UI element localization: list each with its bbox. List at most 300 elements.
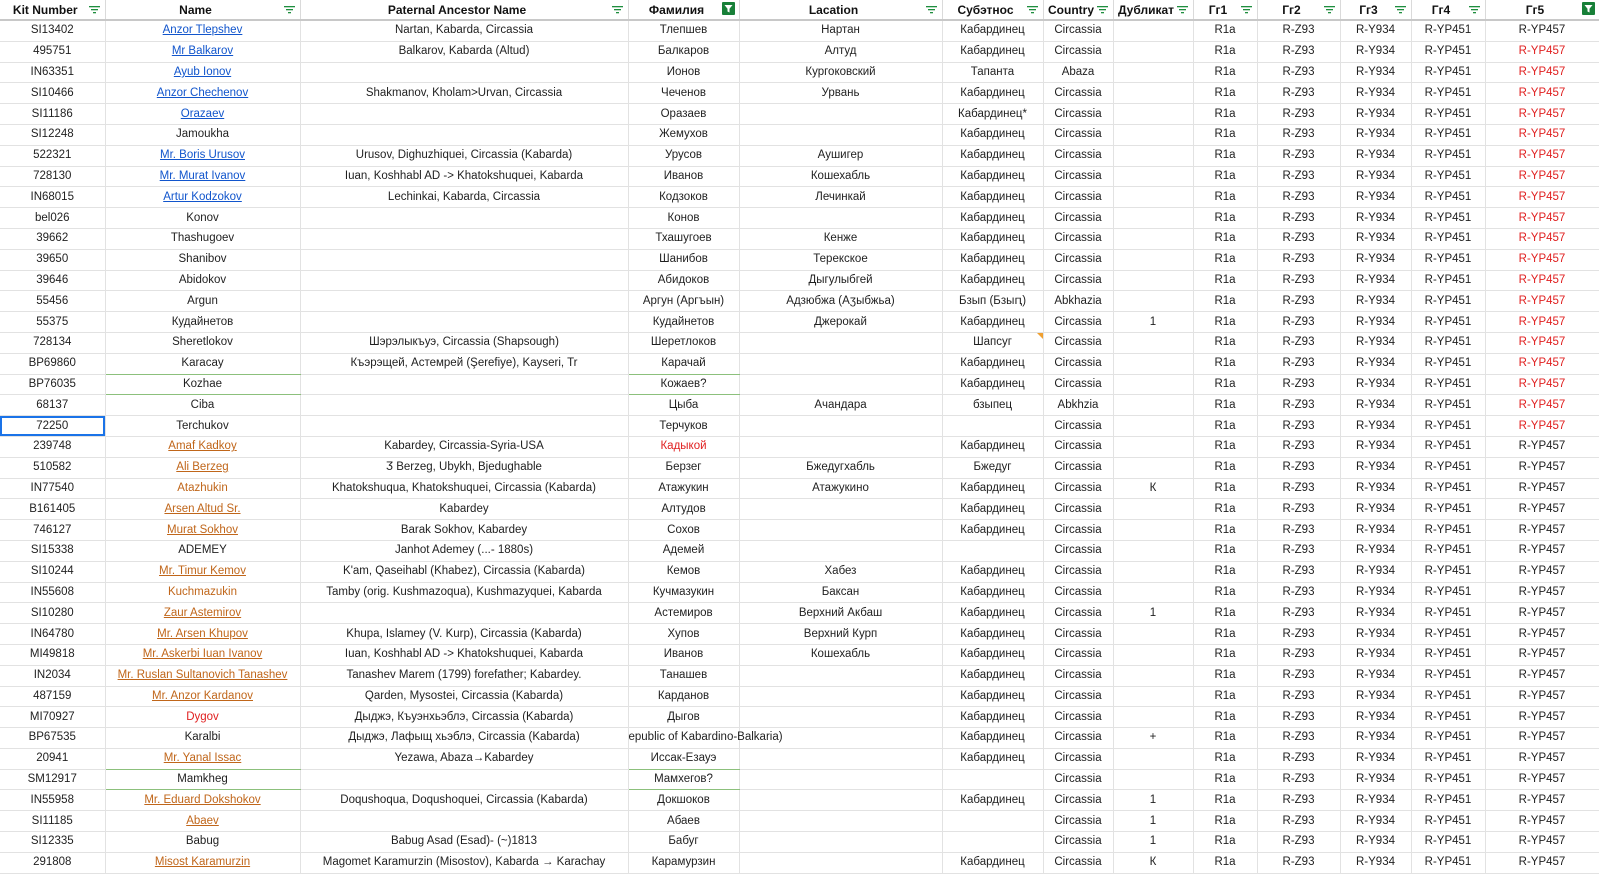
cell-g4[interactable] [1411,291,1485,312]
cell-dup[interactable] [1113,374,1193,395]
cell-name[interactable] [105,644,300,665]
cell-dup[interactable] [1113,104,1193,125]
cell-sub[interactable] [942,665,1043,686]
cell-fam[interactable] [628,540,739,561]
cell-g1[interactable] [1193,832,1257,853]
cell-sub[interactable] [942,62,1043,83]
cell-g1[interactable] [1193,353,1257,374]
cell-anc[interactable] [300,41,628,62]
cell-kit[interactable] [0,707,105,728]
cell-g5[interactable] [1485,249,1599,270]
cell-dup[interactable] [1113,124,1193,145]
cell-g4[interactable] [1411,41,1485,62]
cell-g5[interactable] [1485,644,1599,665]
cell-g4[interactable] [1411,104,1485,125]
cell-anc[interactable] [300,291,628,312]
cell-g1[interactable] [1193,499,1257,520]
cell-anc[interactable] [300,374,628,395]
cell-name[interactable] [105,561,300,582]
cell-country[interactable] [1043,208,1113,229]
cell-g4[interactable] [1411,166,1485,187]
cell-loc[interactable] [739,104,942,125]
cell-name[interactable] [105,790,300,811]
cell-g5[interactable] [1485,478,1599,499]
cell-g3[interactable] [1340,832,1411,853]
column-header-dup[interactable] [1113,0,1193,20]
cell-country[interactable] [1043,83,1113,104]
cell-g4[interactable] [1411,603,1485,624]
cell-loc[interactable] [739,790,942,811]
cell-g5[interactable] [1485,208,1599,229]
cell-g3[interactable] [1340,478,1411,499]
cell-g4[interactable] [1411,249,1485,270]
cell-g4[interactable] [1411,83,1485,104]
cell-loc[interactable] [739,436,942,457]
cell-g4[interactable] [1411,728,1485,749]
cell-g4[interactable] [1411,436,1485,457]
cell-loc[interactable] [739,686,942,707]
filter-icon[interactable] [1176,4,1189,15]
cell-g5[interactable] [1485,374,1599,395]
cell-loc[interactable] [739,478,942,499]
cell-dup[interactable] [1113,62,1193,83]
cell-g5[interactable] [1485,395,1599,416]
column-header-anc[interactable] [300,0,628,20]
cell-loc[interactable] [739,187,942,208]
cell-anc[interactable] [300,811,628,832]
cell-anc[interactable] [300,707,628,728]
cell-g5[interactable] [1485,457,1599,478]
filter-icon[interactable] [1323,4,1336,15]
cell-dup[interactable] [1113,353,1193,374]
cell-anc[interactable] [300,520,628,541]
cell-dup[interactable] [1113,436,1193,457]
cell-loc[interactable] [739,582,942,603]
cell-loc[interactable] [739,145,942,166]
cell-country[interactable] [1043,748,1113,769]
cell-name[interactable] [105,582,300,603]
cell-kit[interactable] [0,728,105,749]
cell-g1[interactable] [1193,582,1257,603]
cell-g1[interactable] [1193,20,1257,41]
cell-g5[interactable] [1485,852,1599,873]
cell-g1[interactable] [1193,41,1257,62]
cell-g3[interactable] [1340,811,1411,832]
cell-g2[interactable] [1257,436,1340,457]
cell-kit[interactable] [0,832,105,853]
cell-g5[interactable] [1485,603,1599,624]
cell-dup[interactable] [1113,707,1193,728]
cell-kit[interactable] [0,624,105,645]
cell-g3[interactable] [1340,187,1411,208]
cell-g3[interactable] [1340,790,1411,811]
cell-kit[interactable] [0,686,105,707]
cell-g2[interactable] [1257,62,1340,83]
cell-dup[interactable] [1113,395,1193,416]
cell-g1[interactable] [1193,228,1257,249]
cell-g3[interactable] [1340,499,1411,520]
cell-dup[interactable] [1113,582,1193,603]
cell-kit[interactable] [0,561,105,582]
cell-anc[interactable] [300,208,628,229]
cell-name[interactable] [105,249,300,270]
cell-anc[interactable] [300,249,628,270]
cell-country[interactable] [1043,686,1113,707]
cell-g5[interactable] [1485,124,1599,145]
cell-g1[interactable] [1193,83,1257,104]
cell-fam[interactable] [628,686,739,707]
cell-loc[interactable] [739,665,942,686]
cell-fam[interactable] [628,478,739,499]
cell-g2[interactable] [1257,644,1340,665]
cell-loc[interactable] [739,416,942,437]
cell-name[interactable] [105,83,300,104]
filter-icon[interactable] [88,4,101,15]
cell-loc[interactable] [739,520,942,541]
cell-name[interactable] [105,166,300,187]
cell-country[interactable] [1043,270,1113,291]
cell-g2[interactable] [1257,686,1340,707]
cell-fam[interactable] [628,644,739,665]
cell-sub[interactable] [942,166,1043,187]
cell-g4[interactable] [1411,416,1485,437]
cell-g1[interactable] [1193,457,1257,478]
cell-g1[interactable] [1193,624,1257,645]
cell-country[interactable] [1043,104,1113,125]
cell-fam[interactable] [628,436,739,457]
cell-country[interactable] [1043,312,1113,333]
cell-g3[interactable] [1340,457,1411,478]
cell-g1[interactable] [1193,748,1257,769]
cell-kit[interactable] [0,769,105,790]
cell-kit[interactable] [0,603,105,624]
cell-g4[interactable] [1411,852,1485,873]
cell-g3[interactable] [1340,561,1411,582]
cell-kit[interactable] [0,457,105,478]
cell-g5[interactable] [1485,416,1599,437]
cell-kit[interactable] [0,83,105,104]
cell-g4[interactable] [1411,665,1485,686]
cell-fam[interactable] [628,707,739,728]
cell-g4[interactable] [1411,20,1485,41]
cell-sub[interactable] [942,811,1043,832]
cell-country[interactable] [1043,249,1113,270]
cell-loc[interactable] [739,41,942,62]
cell-dup[interactable] [1113,728,1193,749]
cell-g1[interactable] [1193,603,1257,624]
cell-kit[interactable] [0,20,105,41]
cell-dup[interactable] [1113,644,1193,665]
cell-name[interactable] [105,228,300,249]
cell-kit[interactable] [0,104,105,125]
cell-fam[interactable] [628,790,739,811]
cell-g1[interactable] [1193,104,1257,125]
cell-fam[interactable] [628,41,739,62]
cell-kit[interactable] [0,811,105,832]
cell-g5[interactable] [1485,561,1599,582]
cell-g2[interactable] [1257,520,1340,541]
cell-dup[interactable] [1113,228,1193,249]
cell-g3[interactable] [1340,728,1411,749]
cell-sub[interactable] [942,124,1043,145]
cell-g5[interactable] [1485,187,1599,208]
cell-dup[interactable] [1113,270,1193,291]
cell-loc[interactable] [739,270,942,291]
cell-dup[interactable] [1113,145,1193,166]
cell-g5[interactable] [1485,312,1599,333]
cell-country[interactable] [1043,852,1113,873]
cell-kit[interactable] [0,228,105,249]
cell-fam[interactable] [628,104,739,125]
cell-g1[interactable] [1193,145,1257,166]
cell-g3[interactable] [1340,83,1411,104]
cell-anc[interactable] [300,20,628,41]
cell-g5[interactable] [1485,832,1599,853]
cell-dup[interactable] [1113,83,1193,104]
cell-anc[interactable] [300,561,628,582]
cell-loc[interactable] [739,249,942,270]
cell-dup[interactable] [1113,769,1193,790]
cell-g2[interactable] [1257,665,1340,686]
cell-fam[interactable] [628,20,739,41]
cell-g3[interactable] [1340,104,1411,125]
cell-loc[interactable] [739,395,942,416]
column-header-country[interactable] [1043,0,1113,20]
cell-fam[interactable] [628,166,739,187]
cell-sub[interactable] [942,707,1043,728]
column-header-g2[interactable] [1257,0,1340,20]
cell-fam[interactable] [628,769,739,790]
filter-icon[interactable] [283,4,296,15]
cell-kit[interactable] [0,187,105,208]
cell-loc[interactable] [739,644,942,665]
cell-kit[interactable] [0,520,105,541]
cell-g2[interactable] [1257,811,1340,832]
cell-g1[interactable] [1193,187,1257,208]
cell-sub[interactable] [942,790,1043,811]
cell-g2[interactable] [1257,83,1340,104]
cell-name[interactable] [105,20,300,41]
cell-g2[interactable] [1257,291,1340,312]
cell-name[interactable] [105,353,300,374]
cell-g2[interactable] [1257,395,1340,416]
cell-fam[interactable] [628,748,739,769]
cell-anc[interactable] [300,582,628,603]
cell-g2[interactable] [1257,561,1340,582]
cell-g4[interactable] [1411,187,1485,208]
cell-country[interactable] [1043,811,1113,832]
cell-sub[interactable] [942,374,1043,395]
cell-loc[interactable] [739,852,942,873]
cell-dup[interactable] [1113,457,1193,478]
cell-name[interactable] [105,62,300,83]
cell-anc[interactable] [300,624,628,645]
cell-country[interactable] [1043,436,1113,457]
cell-g2[interactable] [1257,374,1340,395]
cell-g1[interactable] [1193,686,1257,707]
cell-dup[interactable] [1113,790,1193,811]
cell-g1[interactable] [1193,769,1257,790]
cell-dup[interactable] [1113,520,1193,541]
cell-g2[interactable] [1257,499,1340,520]
cell-fam[interactable] [628,291,739,312]
cell-sub[interactable] [942,561,1043,582]
cell-g5[interactable] [1485,540,1599,561]
cell-fam[interactable] [628,457,739,478]
cell-g5[interactable] [1485,145,1599,166]
cell-name[interactable] [105,124,300,145]
cell-g4[interactable] [1411,478,1485,499]
cell-g2[interactable] [1257,145,1340,166]
column-header-fam[interactable] [628,0,739,20]
cell-kit[interactable] [0,644,105,665]
cell-g5[interactable] [1485,83,1599,104]
cell-dup[interactable] [1113,665,1193,686]
cell-g3[interactable] [1340,353,1411,374]
cell-sub[interactable] [942,728,1043,749]
cell-g5[interactable] [1485,353,1599,374]
cell-name[interactable] [105,436,300,457]
cell-sub[interactable] [942,540,1043,561]
cell-kit[interactable] [0,312,105,333]
cell-country[interactable] [1043,790,1113,811]
cell-g5[interactable] [1485,624,1599,645]
cell-g2[interactable] [1257,728,1340,749]
cell-g4[interactable] [1411,208,1485,229]
cell-loc[interactable] [739,208,942,229]
cell-g2[interactable] [1257,249,1340,270]
cell-g5[interactable] [1485,686,1599,707]
column-header-loc[interactable] [739,0,942,20]
cell-name[interactable] [105,665,300,686]
cell-loc[interactable] [739,62,942,83]
cell-sub[interactable] [942,41,1043,62]
cell-g2[interactable] [1257,852,1340,873]
cell-g4[interactable] [1411,457,1485,478]
cell-g3[interactable] [1340,748,1411,769]
cell-country[interactable] [1043,41,1113,62]
cell-sub[interactable] [942,104,1043,125]
cell-g3[interactable] [1340,62,1411,83]
cell-g3[interactable] [1340,41,1411,62]
cell-g3[interactable] [1340,20,1411,41]
cell-g1[interactable] [1193,707,1257,728]
cell-g3[interactable] [1340,166,1411,187]
cell-fam[interactable] [628,603,739,624]
cell-g4[interactable] [1411,499,1485,520]
cell-fam[interactable] [628,832,739,853]
cell-kit[interactable] [0,124,105,145]
cell-fam[interactable] [628,582,739,603]
cell-g4[interactable] [1411,790,1485,811]
cell-g2[interactable] [1257,124,1340,145]
cell-g3[interactable] [1340,852,1411,873]
cell-name[interactable] [105,187,300,208]
cell-sub[interactable] [942,20,1043,41]
cell-g2[interactable] [1257,416,1340,437]
cell-sub[interactable] [942,769,1043,790]
cell-anc[interactable] [300,228,628,249]
cell-name[interactable] [105,832,300,853]
cell-country[interactable] [1043,291,1113,312]
cell-country[interactable] [1043,228,1113,249]
cell-country[interactable] [1043,520,1113,541]
cell-g1[interactable] [1193,811,1257,832]
cell-g1[interactable] [1193,249,1257,270]
cell-anc[interactable] [300,790,628,811]
cell-g2[interactable] [1257,457,1340,478]
cell-country[interactable] [1043,478,1113,499]
cell-kit[interactable] [0,665,105,686]
cell-name[interactable] [105,457,300,478]
cell-g1[interactable] [1193,62,1257,83]
cell-g1[interactable] [1193,478,1257,499]
cell-kit[interactable] [0,145,105,166]
cell-country[interactable] [1043,540,1113,561]
cell-fam[interactable] [628,811,739,832]
cell-g3[interactable] [1340,644,1411,665]
cell-g2[interactable] [1257,748,1340,769]
cell-name[interactable] [105,145,300,166]
cell-anc[interactable] [300,270,628,291]
cell-anc[interactable] [300,166,628,187]
column-header-name[interactable] [105,0,300,20]
cell-g2[interactable] [1257,332,1340,353]
cell-g4[interactable] [1411,332,1485,353]
cell-dup[interactable] [1113,416,1193,437]
cell-country[interactable] [1043,416,1113,437]
cell-g2[interactable] [1257,540,1340,561]
cell-g4[interactable] [1411,353,1485,374]
cell-anc[interactable] [300,436,628,457]
cell-g1[interactable] [1193,208,1257,229]
cell-name[interactable] [105,104,300,125]
cell-g4[interactable] [1411,707,1485,728]
cell-g1[interactable] [1193,665,1257,686]
cell-fam[interactable] [628,520,739,541]
cell-loc[interactable] [739,20,942,41]
cell-dup[interactable] [1113,312,1193,333]
cell-name[interactable] [105,603,300,624]
cell-fam[interactable] [628,499,739,520]
cell-g4[interactable] [1411,748,1485,769]
cell-dup[interactable] [1113,832,1193,853]
cell-anc[interactable] [300,395,628,416]
cell-dup[interactable] [1113,478,1193,499]
cell-sub[interactable] [942,145,1043,166]
cell-dup[interactable] [1113,603,1193,624]
cell-g5[interactable] [1485,707,1599,728]
cell-g4[interactable] [1411,270,1485,291]
cell-sub[interactable] [942,395,1043,416]
cell-dup[interactable] [1113,686,1193,707]
cell-anc[interactable] [300,686,628,707]
cell-g3[interactable] [1340,769,1411,790]
cell-country[interactable] [1043,624,1113,645]
cell-g2[interactable] [1257,582,1340,603]
cell-loc[interactable] [739,769,942,790]
cell-loc[interactable] [739,540,942,561]
cell-loc[interactable] [739,353,942,374]
cell-anc[interactable] [300,832,628,853]
cell-sub[interactable] [942,748,1043,769]
cell-dup[interactable] [1113,852,1193,873]
cell-g3[interactable] [1340,686,1411,707]
cell-g2[interactable] [1257,790,1340,811]
cell-country[interactable] [1043,166,1113,187]
cell-g3[interactable] [1340,145,1411,166]
cell-g5[interactable] [1485,166,1599,187]
